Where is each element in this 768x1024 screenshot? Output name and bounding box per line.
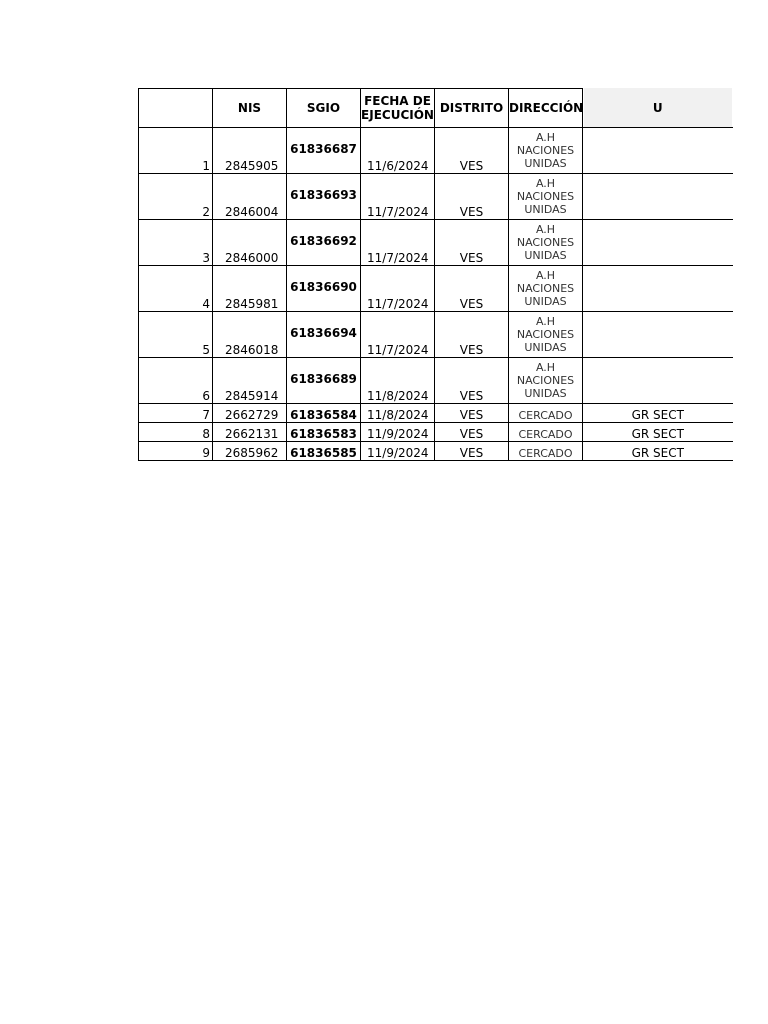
direccion-line: A.H [535,269,556,282]
header-fecha-line1: FECHA DE [364,94,431,108]
header-distrito: DISTRITO [435,89,509,128]
distrito-cell: VES [435,266,509,312]
fecha-cell: 11/9/2024 [361,442,435,461]
sgio-cell: 61836693 [287,174,361,220]
nis-cell: 2845914 [213,358,287,404]
fecha-cell: 11/7/2024 [361,266,435,312]
sgio-cell: 61836687 [287,128,361,174]
header-nis: NIS [213,89,287,128]
header-num [139,89,213,128]
direccion-line: A.H [535,177,556,190]
distrito-cell: VES [435,423,509,442]
u-cell [583,128,733,174]
spreadsheet-table-container [138,88,684,468]
direccion-line: NACIONES [516,328,575,341]
fecha-cell: 11/8/2024 [361,404,435,423]
header-sgio: SGIO [287,89,361,128]
u-cell: GR SECT [583,423,733,442]
row-number: 5 [139,312,213,358]
distrito-cell: VES [435,174,509,220]
row-number: 2 [139,174,213,220]
table-row [139,358,733,404]
direccion-line: NACIONES [516,374,575,387]
fecha-cell: 11/6/2024 [361,128,435,174]
fecha-cell: 11/7/2024 [361,220,435,266]
table-row [139,128,733,174]
fecha-cell: 11/7/2024 [361,312,435,358]
u-cell [583,266,733,312]
direccion-line: NACIONES [516,144,575,157]
table-row [139,312,733,358]
distrito-cell: VES [435,404,509,423]
fecha-cell: 11/9/2024 [361,423,435,442]
direccion-line: NACIONES [516,190,575,203]
direccion-cell [509,128,583,174]
row-number: 6 [139,358,213,404]
table-row [139,220,733,266]
sgio-cell: 61836689 [287,358,361,404]
distrito-cell: VES [435,312,509,358]
direccion-line: UNIDAS [524,341,567,354]
sgio-cell: 61836585 [287,442,361,461]
direccion-cell: CERCADO [509,404,583,423]
row-number: 4 [139,266,213,312]
row-number: 3 [139,220,213,266]
sgio-cell: 61836583 [287,423,361,442]
direccion-cell [509,174,583,220]
direccion-line: A.H [535,223,556,236]
sgio-cell: 61836690 [287,266,361,312]
nis-cell: 2845905 [213,128,287,174]
row-number: 9 [139,442,213,461]
distrito-cell: VES [435,442,509,461]
nis-cell: 2845981 [213,266,287,312]
direccion-line: UNIDAS [524,295,567,308]
nis-cell: 2662729 [213,404,287,423]
table-row [139,266,733,312]
direccion-cell [509,358,583,404]
header-u: U [583,89,733,128]
u-cell [583,174,733,220]
nis-cell: 2846018 [213,312,287,358]
direccion-line: NACIONES [516,282,575,295]
sgio-cell: 61836584 [287,404,361,423]
header-fecha [361,89,435,128]
row-number: 7 [139,404,213,423]
row-number: 1 [139,128,213,174]
direccion-line: UNIDAS [524,203,567,216]
u-cell [583,220,733,266]
nis-cell: 2846004 [213,174,287,220]
fecha-cell: 11/7/2024 [361,174,435,220]
header-fecha-line2: EJECUCIÓN [361,108,434,122]
data-table [138,88,733,461]
distrito-cell: VES [435,128,509,174]
table-row [139,423,733,442]
header-direccion: DIRECCIÓN [509,89,583,128]
u-cell [583,312,733,358]
direccion-line: UNIDAS [524,249,567,262]
sgio-cell: 61836692 [287,220,361,266]
nis-cell: 2846000 [213,220,287,266]
sgio-cell: 61836694 [287,312,361,358]
u-cell: GR SECT [583,442,733,461]
distrito-cell: VES [435,358,509,404]
direccion-cell: CERCADO [509,423,583,442]
u-cell: GR SECT [583,404,733,423]
table-row [139,404,733,423]
direccion-cell [509,312,583,358]
direccion-cell: CERCADO [509,442,583,461]
table-row [139,442,733,461]
nis-cell: 2662131 [213,423,287,442]
direccion-line: UNIDAS [524,387,567,400]
direccion-line: NACIONES [516,236,575,249]
u-cell [583,358,733,404]
direccion-cell [509,220,583,266]
direccion-line: UNIDAS [524,157,567,170]
fecha-cell: 11/8/2024 [361,358,435,404]
direccion-line: A.H [535,361,556,374]
direccion-line: A.H [535,131,556,144]
row-number: 8 [139,423,213,442]
table-row [139,174,733,220]
direccion-line: A.H [535,315,556,328]
header-row [139,89,733,128]
nis-cell: 2685962 [213,442,287,461]
direccion-cell [509,266,583,312]
distrito-cell: VES [435,220,509,266]
